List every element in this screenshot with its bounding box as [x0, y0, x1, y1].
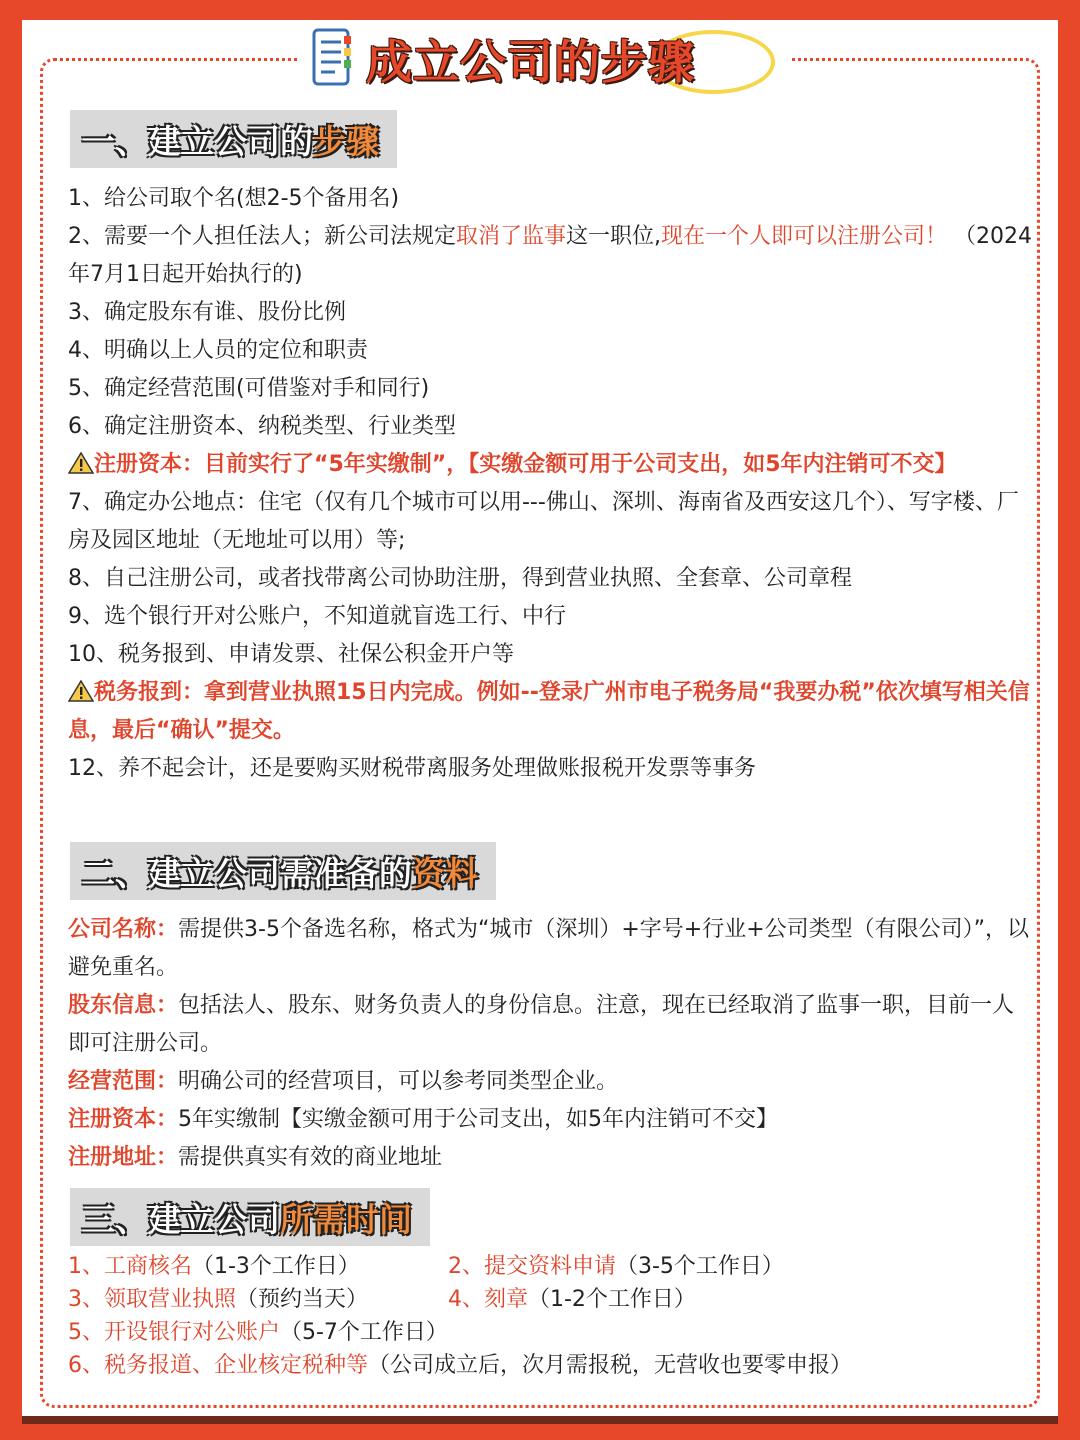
material-key: 注册地址： — [68, 1145, 179, 1170]
timing-row — [68, 1349, 1033, 1382]
list-item — [448, 1283, 696, 1316]
list-item: 7、确定办公地点：住宅（仅有几个城市可以用---佛山、深圳、海南省及西安这几个）、写字楼、厂房及园区地址（无地址可以用）等; — [68, 490, 1019, 553]
list-item — [68, 1139, 1033, 1177]
warning-note — [68, 446, 1033, 484]
list-item — [68, 1250, 448, 1283]
step-highlight: 现在一个人即可以注册公司！ — [661, 224, 948, 249]
section-title: 建立公司的 — [148, 121, 313, 161]
timing-duration: （5-7个工作日） — [280, 1320, 448, 1345]
timing-list — [68, 1250, 1033, 1382]
list-item — [68, 1101, 1033, 1139]
list-item: 12、养不起会计，还是要购买财税带离服务处理做账报税开发票等事务 — [68, 756, 756, 781]
notebook-icon — [310, 28, 352, 86]
list-item — [68, 1349, 852, 1382]
timing-label: 4、刻章 — [448, 1287, 528, 1312]
section-title: 建立公司需准备的 — [148, 853, 412, 893]
card-shadow — [22, 1416, 1058, 1424]
timing-label: 5、开设银行对公账户 — [68, 1320, 280, 1345]
timing-duration: （1-2个工作日） — [528, 1287, 696, 1312]
timing-row — [68, 1283, 1033, 1316]
material-value: 包括法人、股东、财务负责人的身份信息。注意，现在已经取消了监事一职，目前一人即可注册公司。 — [68, 993, 1015, 1056]
list-item — [68, 987, 1033, 1063]
list-item: 4、明确以上人员的定位和职责 — [68, 338, 368, 363]
timing-duration: （公司成立后，次月需报税，无营收也要零申报） — [368, 1353, 853, 1378]
section-title-highlight: 资料 — [412, 853, 478, 893]
section-number: 一、 — [82, 121, 148, 161]
list-item — [68, 1283, 448, 1316]
timing-label: 1、工商核名 — [68, 1254, 192, 1279]
list-item: 1、给公司取个名(想2-5个备用名) — [68, 186, 400, 211]
section-title: 建立公司 — [148, 1199, 280, 1239]
timing-duration: （3-5个工作日） — [616, 1254, 784, 1279]
section-header-steps — [70, 110, 397, 168]
list-item: 3、确定股东有谁、股份比例 — [68, 300, 346, 325]
list-item — [68, 1063, 1033, 1101]
warning-icon — [68, 452, 94, 474]
warning-text: 注册资本：目前实行了“5年实缴制”，【实缴金额可用于公司支出，如5年内注销可不交】 — [94, 452, 957, 477]
list-item — [68, 218, 1033, 294]
warning-text: 税务报到：拿到营业执照15日内完成。例如--登录广州市电子税务局“我要办税”依次填写相关信息，最后“确认”提交。 — [68, 680, 1030, 743]
material-key: 注册资本： — [68, 1107, 179, 1132]
list-item — [68, 1316, 448, 1349]
material-value: 5年实缴制【实缴金额可用于公司支出，如5年内注销可不交】 — [178, 1107, 779, 1132]
section-number: 三、 — [82, 1199, 148, 1239]
material-key: 经营范围： — [68, 1069, 179, 1094]
materials-list — [68, 911, 1033, 1177]
warning-note — [68, 674, 1033, 750]
step-text: 2、需要一个人担任法人；新公司法规定 — [68, 224, 456, 249]
steps-list — [68, 180, 1033, 788]
section-title-highlight: 所需时间 — [280, 1199, 412, 1239]
timing-row — [68, 1316, 1033, 1349]
section-title-highlight: 步骤 — [313, 121, 379, 161]
timing-duration: （1-3个工作日） — [192, 1254, 360, 1279]
timing-label: 2、提交资料申请 — [448, 1254, 616, 1279]
list-item: 8、自己注册公司，或者找带离公司协助注册，得到营业执照、全套章、公司章程 — [68, 566, 852, 591]
list-item: 6、确定注册资本、纳税类型、行业类型 — [68, 414, 456, 439]
step-highlight: 取消了监事 — [456, 224, 567, 249]
list-item: 10、税务报到、申请发票、社保公积金开户等 — [68, 642, 514, 667]
material-value: 明确公司的经营项目，可以参考同类型企业。 — [178, 1069, 619, 1094]
material-value: 需提供真实有效的商业地址 — [178, 1145, 443, 1170]
section-header-materials — [70, 842, 496, 900]
list-item — [68, 911, 1033, 987]
list-item: 5、确定经营范围(可借鉴对手和同行) — [68, 376, 430, 401]
title-banner — [300, 22, 790, 96]
list-item — [448, 1250, 784, 1283]
step-text: （2024年7月1日起开始执行的) — [68, 224, 1033, 287]
timing-label: 6、税务报道、企业核定税种等 — [68, 1353, 368, 1378]
material-key: 股东信息： — [68, 993, 179, 1018]
material-key: 公司名称： — [68, 917, 179, 942]
timing-duration: （预约当天） — [236, 1287, 369, 1312]
page-title: 成立公司的步骤 — [366, 35, 695, 89]
step-text: 这一职位, — [566, 224, 662, 249]
section-number: 二、 — [82, 853, 148, 893]
material-value: 需提供3-5个备选名称，格式为“城市（深圳）+字号+行业+公司类型（有限公司）”，以避免重名。 — [68, 917, 1030, 980]
timing-row — [68, 1250, 1033, 1283]
warning-icon — [68, 680, 94, 702]
list-item: 9、选个银行开对公账户，不知道就盲选工行、中行 — [68, 604, 566, 629]
timing-label: 3、领取营业执照 — [68, 1287, 236, 1312]
section-header-timing — [70, 1188, 430, 1246]
